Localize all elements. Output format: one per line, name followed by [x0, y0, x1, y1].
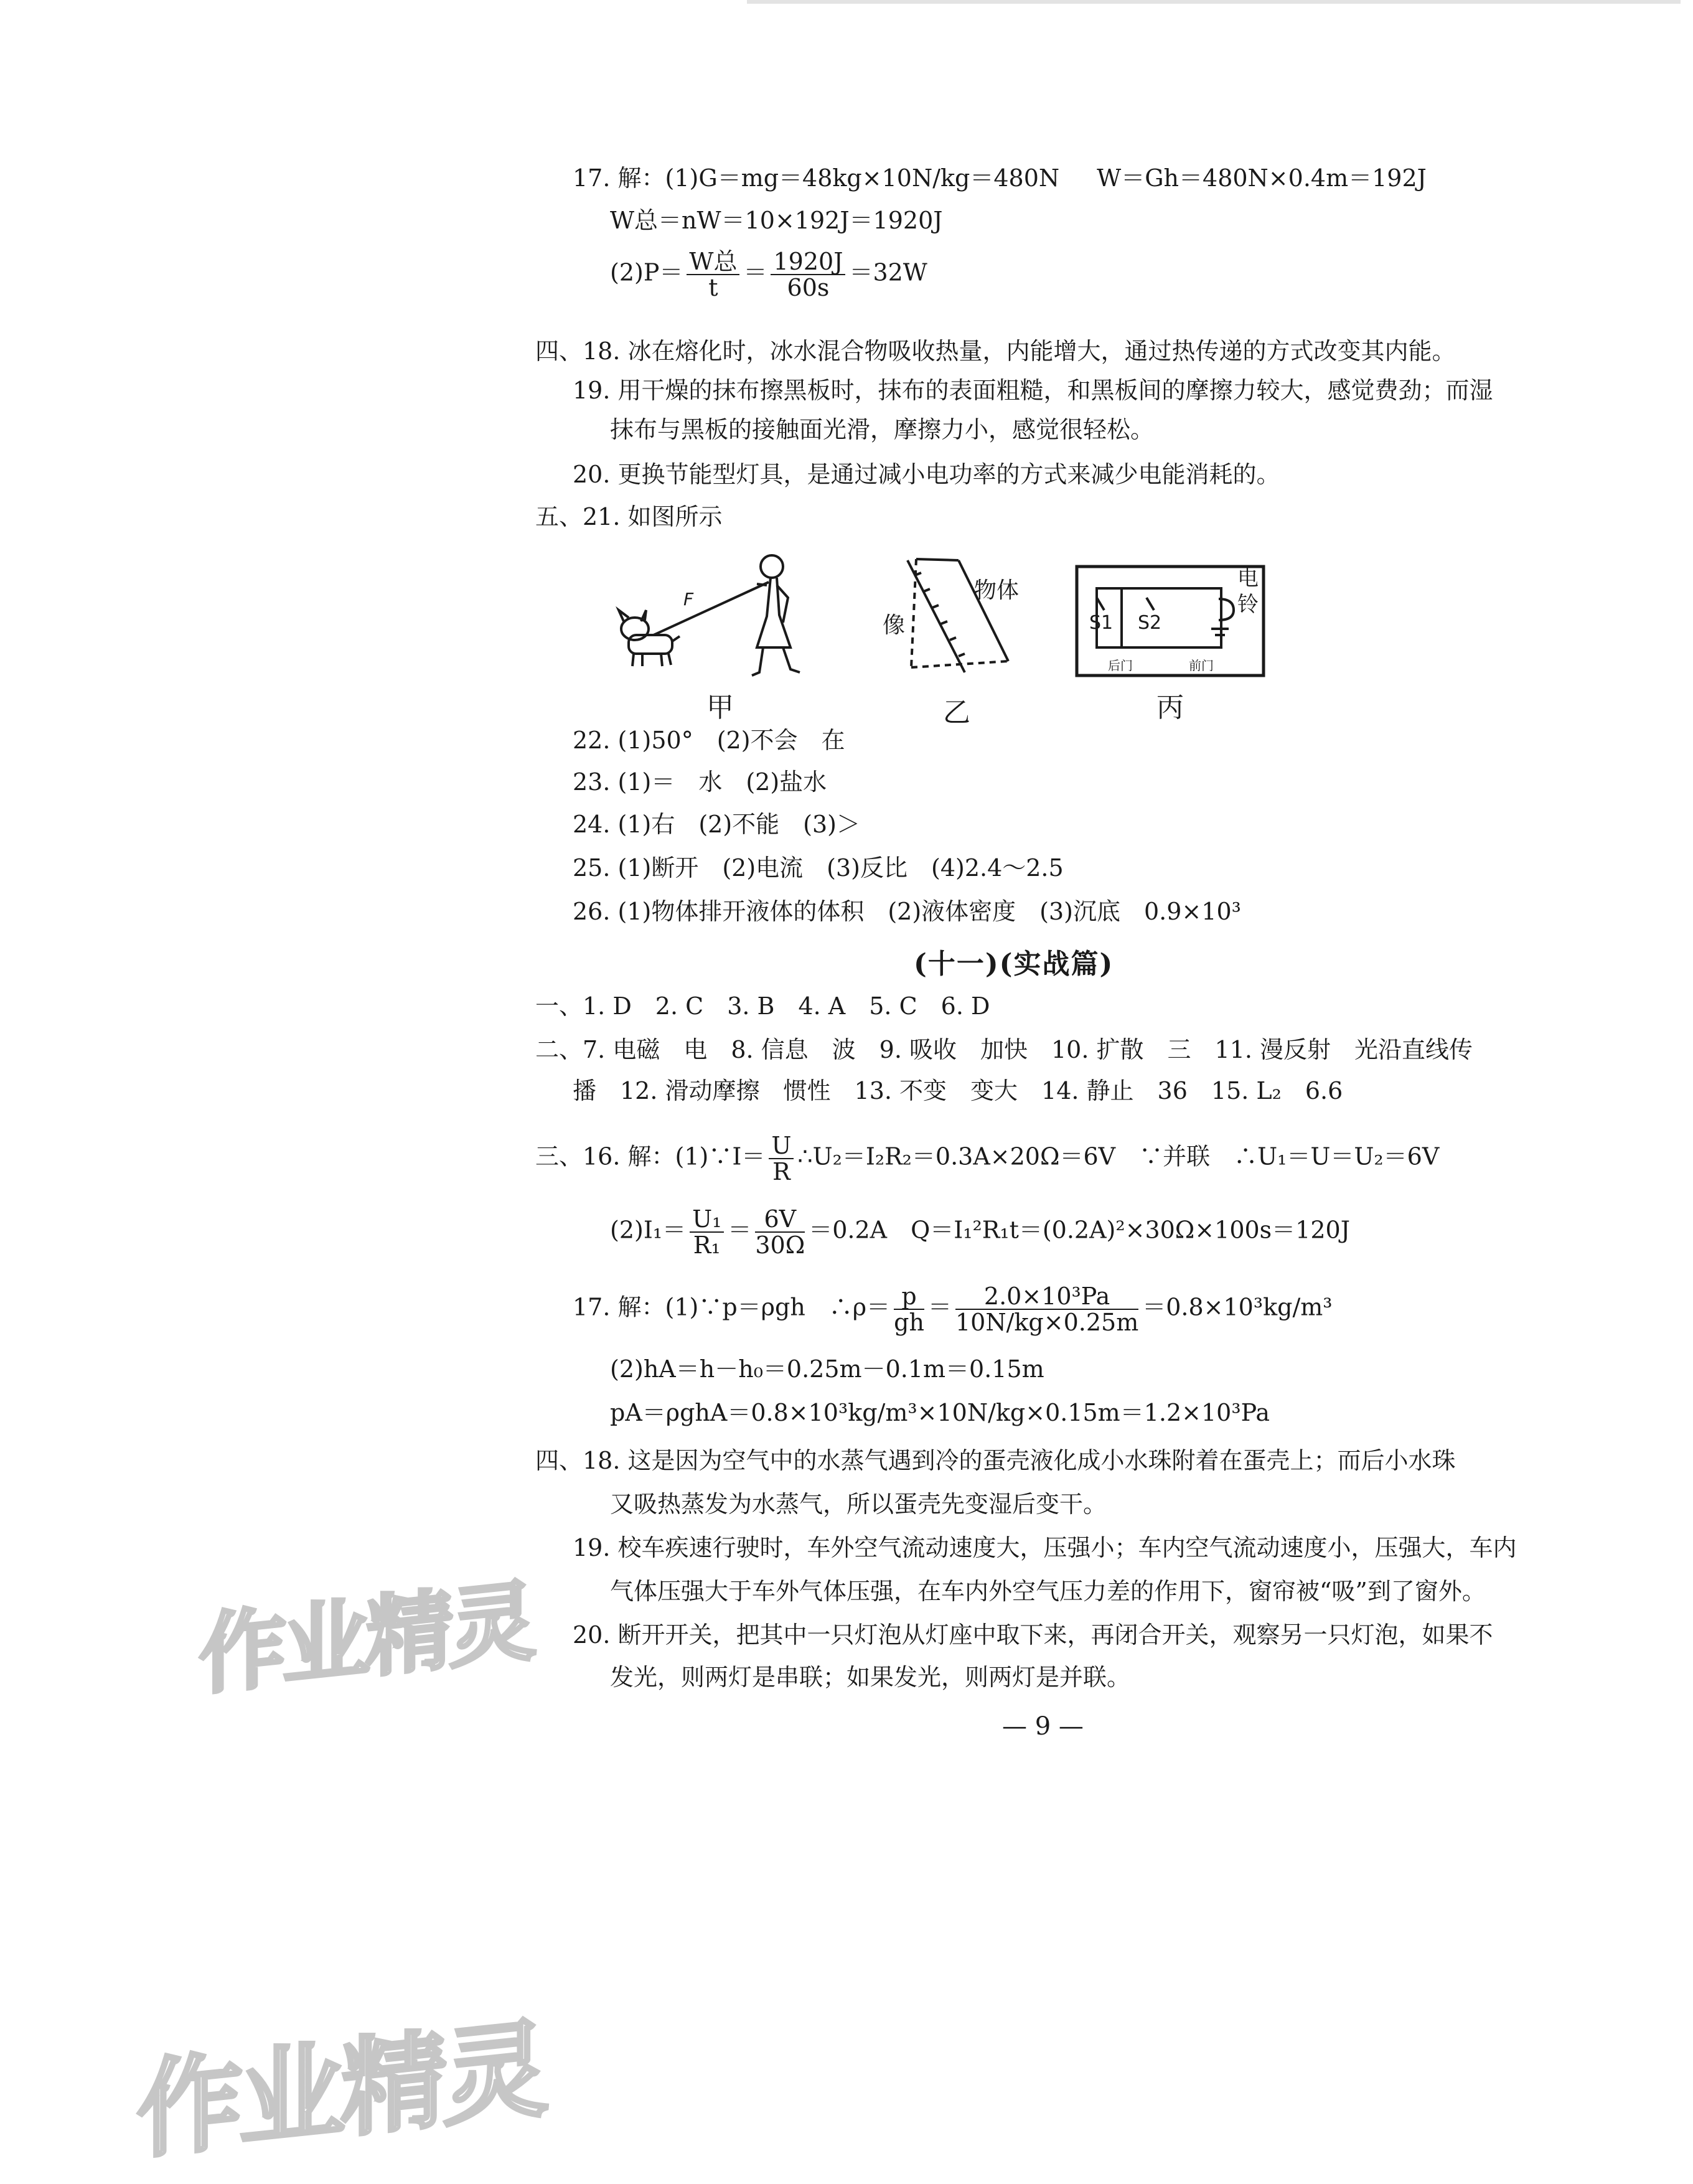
- q16-line2: (2)I₁＝ $\frac{\text{U₁}}{\text{R₁}}$ ＝ $\frac{6V}{30\Omega}$ ＝0.2A Q＝I₁²R₁t＝(0.2A)²×30Ω×100s＝120J: [610, 1205, 1350, 1259]
- part5-q23: 23. (1)＝ 水 (2)盐水: [573, 768, 827, 796]
- page-number: — 9 —: [1002, 1712, 1084, 1741]
- scan-edge: [747, 0, 1681, 4]
- q17-prev-line3: (2)P＝ $\frac{\text{W总}}{t}$ ＝ $\frac{1920J}{60s}$ ＝32W: [610, 248, 927, 301]
- figure-yi: [871, 548, 1052, 685]
- part2-line1: 二、7. 电磁 电 8. 信息 波 9. 吸收 加快 10. 扩散 三 11. 漫反射 光沿直线传: [535, 1036, 1473, 1063]
- part4-q20-line2: 发光，则两灯是串联；如果发光，则两灯是并联。: [610, 1664, 1131, 1691]
- part5-q24: 24. (1)右 (2)不能 (3)＞: [573, 811, 860, 838]
- section-title: (十一)(实战篇): [914, 948, 1114, 980]
- part4-q19-line2: 气体压强大于车外气体压强，在车内外空气压力差的作用下，窗帘被“吸”到了窗外。: [610, 1578, 1486, 1605]
- s1-label: S1: [1089, 612, 1114, 634]
- figure-bing: [1071, 560, 1270, 685]
- q17-prev-line1: 17. 解：(1)G＝mg＝48kg×10N/kg＝480N W＝Gh＝480N×0.4m＝192J: [573, 164, 1427, 192]
- q17-line1: 17. 解：(1)∵p＝ρgh ∴ρ＝ $\frac{p}{gh}$ ＝ $\frac{\text{2.0×10³Pa}}{10N/kg\times 0.25m}$ ＝0.8×10³kg/m³: [573, 1283, 1333, 1336]
- front-door-label: 前门: [1189, 658, 1214, 673]
- q17-line3: pA＝ρghA＝0.8×10³kg/m³×10N/kg×0.15m＝1.2×10³Pa: [610, 1399, 1270, 1426]
- watermark-logo: 作业精灵: [199, 1570, 533, 1708]
- image-label: 像: [883, 613, 906, 638]
- part4-prev-q18: 四、18. 冰在熔化时，冰水混合物吸收热量，内能增大，通过热传递的方式改变其内能。: [535, 337, 1456, 365]
- bell-label-1: 电: [1237, 566, 1259, 591]
- q17-line2: (2)hA＝h－h₀＝0.25m－0.1m＝0.15m: [610, 1355, 1044, 1383]
- part4-q20-line1: 20. 断开开关，把其中一只灯泡从灯座中取下来，再闭合开关，观察另一只灯泡，如果不: [573, 1621, 1493, 1649]
- part1-answers: 一、1. D 2. C 3. B 4. A 5. C 6. D: [535, 992, 990, 1020]
- force-label: F: [683, 589, 694, 610]
- caption-jia: 甲: [706, 692, 734, 723]
- watermark-logo: 作业精灵: [137, 2007, 546, 2174]
- part4-q18-line2: 又吸热蒸发为水蒸气，所以蛋壳先变湿后变干。: [610, 1490, 1107, 1518]
- part5-q21: 五、21. 如图所示: [535, 503, 723, 530]
- part5-q22: 22. (1)50° (2)不会 在: [573, 727, 845, 754]
- q17-prev-line2: W总＝nW＝10×192J＝1920J: [610, 207, 943, 234]
- bell-label-2: 铃: [1237, 592, 1259, 617]
- part2-line2: 播 12. 滑动摩擦 惯性 13. 不变 变大 14. 静止 36 15. L₂ 6.6: [573, 1077, 1343, 1104]
- q16-line1: 三、16. 解：(1)∵I＝ $\frac{U}{R}$ ∴U₂＝I₂R₂＝0.3A×20Ω＝6V ∵并联 ∴U₁＝U＝U₂＝6V: [535, 1132, 1440, 1185]
- s2-label: S2: [1138, 612, 1162, 634]
- part4-q19-line1: 19. 校车疾速行驶时，车外空气流动速度大，压强小；车内空气流动速度小，压强大，车内: [573, 1534, 1517, 1561]
- part5-q25: 25. (1)断开 (2)电流 (3)反比 (4)2.4～2.5: [573, 854, 1064, 882]
- part4-prev-q19-line2: 抹布与黑板的接触面光滑，摩擦力小，感觉很轻松。: [610, 416, 1155, 443]
- caption-bing: 丙: [1156, 692, 1184, 723]
- object-label: 物体: [974, 578, 1020, 603]
- figure-jia: [610, 548, 822, 685]
- caption-yi: 乙: [943, 697, 970, 728]
- part4-q18-line1: 四、18. 这是因为空气中的水蒸气遇到冷的蛋壳液化成小水珠附着在蛋壳上；而后小水珠: [535, 1447, 1456, 1474]
- part4-prev-q20: 20. 更换节能型灯具，是通过减小电功率的方式来减少电能消耗的。: [573, 461, 1280, 488]
- part5-q26: 26. (1)物体排开液体的体积 (2)液体密度 (3)沉底 0.9×10³: [573, 898, 1241, 925]
- back-door-label: 后门: [1108, 658, 1133, 673]
- part4-prev-q19-line1: 19. 用干燥的抹布擦黑板时，抹布的表面粗糙，和黑板间的摩擦力较大，感觉费劲；而湿: [573, 377, 1493, 404]
